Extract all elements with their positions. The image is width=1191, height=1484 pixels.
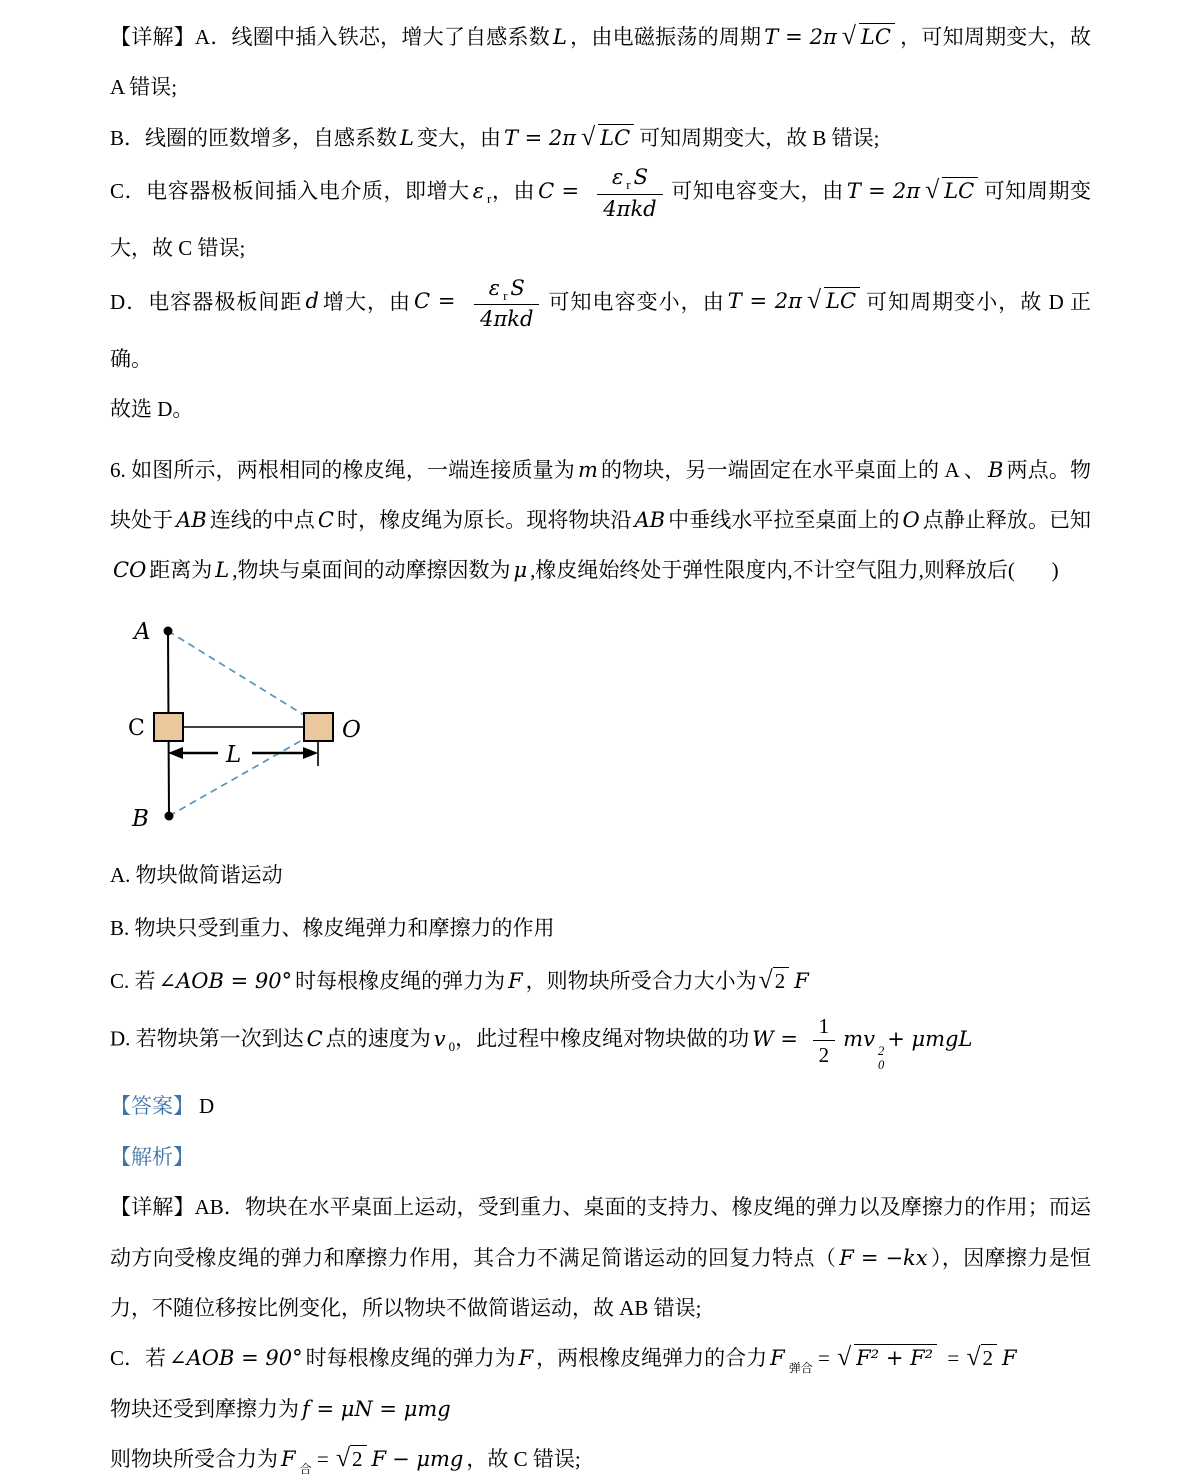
radicand-LC: LC — [942, 177, 978, 205]
text-run: 时，橡皮绳为原长。现将物块沿 — [337, 507, 632, 532]
math-S: S — [633, 165, 648, 190]
q6-detail-ab — [110, 1182, 1091, 1333]
text-run: ，由 — [491, 179, 536, 204]
text-run: ,物块与桌面间的动摩擦因数为 — [232, 558, 511, 583]
text-run: A. 物块做简谐运动 — [110, 862, 283, 887]
math-friction-formula: f = μN = μmg — [302, 1396, 451, 1421]
question-6-option-b — [110, 906, 1091, 950]
text-run: ,橡皮绳始终处于弹性限度内,不计空气阻力,则释放后( ) — [530, 558, 1059, 583]
math-plus-umgl: + μmgL — [887, 1026, 973, 1051]
sqrt-radical — [842, 23, 898, 51]
math-d: d — [305, 289, 319, 314]
math-period-prefix: T = 2π — [503, 125, 577, 150]
sqrt-radical — [336, 1445, 367, 1473]
text-run: ，由电磁振荡的周期 — [569, 25, 762, 49]
block-at-o — [304, 713, 333, 741]
radical-sign: √ — [841, 21, 856, 50]
text-run: 点的速度为 — [325, 1026, 431, 1051]
radical-sign: √ — [758, 964, 773, 994]
sol5-conclusion — [110, 384, 1091, 434]
text-run: 【详解】AB．物块在水平桌面上运动，受到重力、桌面的支持力、橡皮绳的弹力以及摩擦力的作用；而运动方向受橡皮绳的弹力和摩擦力作用，其合力不满足简谐运动的回复力特点（ — [110, 1195, 1091, 1270]
radical-sign: √ — [966, 1342, 981, 1372]
text-run: 连线的中点 — [209, 507, 315, 532]
math-capacitance-prefix: C = — [538, 179, 587, 204]
text-run: 6. 如图所示，两根相同的橡皮绳，一端连接质量为 — [110, 457, 575, 482]
label-point-a: A — [134, 618, 151, 645]
math-C: C — [306, 1026, 323, 1051]
text-run: C．若 — [110, 1346, 167, 1371]
point-a-dot — [164, 626, 173, 635]
text-run: D．电容器极板间距 — [110, 289, 303, 314]
equals-sign: = — [812, 1346, 836, 1371]
question-6-stem — [110, 445, 1091, 596]
supsub-2-0 — [878, 1044, 884, 1073]
radical-sign: √ — [335, 1443, 350, 1473]
text-run: 可知周期变大，故 B 错误; — [639, 125, 880, 150]
fraction-denominator: 4πkd — [474, 304, 539, 333]
radicand-f2-plus-f2: F² + F² — [854, 1344, 937, 1372]
text-run: C. 若 — [110, 968, 156, 993]
math-F: F — [794, 968, 809, 993]
sqrt-radical — [758, 964, 790, 995]
math-B: B — [988, 457, 1004, 482]
answer-value: D — [199, 1094, 215, 1119]
text-run: 则物块所受合力为 — [110, 1447, 278, 1472]
math-AB: AB — [176, 507, 207, 532]
l-arrowhead-right — [303, 747, 318, 759]
math-W-prefix: W = — [752, 1026, 805, 1051]
radicand-2: 2 — [773, 967, 790, 995]
math-F: F — [518, 1346, 534, 1371]
text-run: 点静止释放。已知 — [922, 507, 1092, 532]
label-point-b: B — [132, 805, 149, 832]
answer-label: 【答案】 — [110, 1094, 194, 1119]
math-period-prefix: T = 2π — [846, 179, 921, 204]
fraction-capacitance — [471, 274, 542, 334]
text-run: ），因摩擦力是恒力，不随位移按比例变化，所以物块不做简谐运动，故 AB 错误; — [110, 1245, 1091, 1320]
math-O: O — [902, 507, 920, 532]
radicand-LC: LC — [824, 287, 860, 315]
fraction-one-half — [813, 1012, 836, 1070]
radicand-2: 2 — [350, 1445, 367, 1473]
text-run: 时每根橡皮绳的弹力为 — [305, 1346, 516, 1371]
math-F: F — [508, 968, 523, 993]
math-F-resultant-band: F — [770, 1346, 785, 1371]
radicand-LC: LC — [859, 23, 895, 51]
math-F-net: F — [281, 1447, 296, 1472]
block-at-c — [154, 713, 183, 741]
superscript-2: 2 — [877, 1043, 885, 1058]
math-CO: CO — [113, 558, 147, 583]
subscript-he: 合 — [299, 1462, 312, 1477]
text-run: ，故 C 错误; — [466, 1447, 581, 1472]
equals-sign: = — [942, 1346, 965, 1371]
text-run: 时每根橡皮绳的弹力为 — [295, 968, 506, 993]
math-restoring-force: F = −kx — [839, 1245, 928, 1270]
math-L: L — [400, 125, 414, 150]
point-b-dot — [165, 811, 174, 820]
math-period-prefix: T = 2π — [727, 289, 802, 314]
text-run: B. 物块只受到重力、橡皮绳弹力和摩擦力的作用 — [110, 915, 555, 940]
text-run: 变大，由 — [416, 125, 501, 150]
math-angle-aob: ∠AOB = 90° — [169, 1346, 303, 1371]
text-run: 【详解】A．线圈中插入铁芯，增大了自感系数 — [110, 25, 550, 49]
math-period-prefix: T = 2π — [764, 25, 837, 49]
subscript-r: r — [626, 177, 631, 193]
answer-line — [110, 1081, 1091, 1131]
math-angle-aob: ∠AOB = 90° — [158, 968, 293, 993]
text-run: 两点。物块处于 — [110, 457, 1092, 532]
text-run: 可知周期变小，故 D 正确。 — [110, 289, 1092, 371]
label-point-c: C — [128, 715, 145, 741]
text-run: 物块还受到摩擦力为 — [110, 1396, 299, 1421]
q6-detail-net-force — [110, 1434, 1091, 1484]
sol5-detail-d — [110, 274, 1091, 384]
text-run: ，此过程中橡皮绳对物块做的功 — [455, 1026, 750, 1051]
equals-sign: = — [311, 1447, 334, 1472]
math-C: C — [317, 507, 334, 532]
radical-sign: √ — [837, 1342, 852, 1372]
fraction-denominator: 2 — [813, 1040, 836, 1069]
radical-sign: √ — [581, 121, 596, 151]
math-L: L — [553, 25, 567, 49]
text-run: 可知电容变小，由 — [547, 289, 725, 314]
radical-sign: √ — [925, 175, 940, 205]
question-6-diagram — [116, 606, 1091, 844]
fraction-numerator: 1 — [818, 1013, 830, 1038]
text-run: 增大，由 — [321, 289, 412, 314]
subscript-0: 0 — [448, 1038, 456, 1054]
label-distance-l: L — [226, 741, 242, 768]
text-run: 故选 D。 — [110, 397, 194, 422]
fraction-capacitance — [594, 163, 665, 223]
math-mv: mv — [843, 1026, 875, 1051]
math-v: v — [433, 1026, 446, 1051]
question-6-option-c — [110, 959, 1091, 1003]
label-point-o: O — [342, 716, 361, 743]
subscript-r: r — [487, 191, 492, 207]
math-L: L — [215, 558, 230, 583]
subscript-r: r — [503, 287, 508, 303]
fraction-numerator — [480, 274, 534, 305]
question-6-option-d — [110, 1012, 1091, 1072]
math-AB: AB — [634, 507, 666, 532]
sqrt-radical — [837, 1344, 940, 1372]
rubber-band-a-dashed — [168, 631, 304, 715]
sqrt-radical — [925, 177, 981, 205]
math-epsilon: ε — [488, 275, 501, 300]
math-capacitance-prefix: C = — [414, 289, 464, 314]
math-epsilon: ε — [472, 179, 485, 204]
math-epsilon: ε — [611, 165, 624, 190]
text-run: C．电容器极板间插入电介质，即增大 — [110, 179, 470, 204]
sqrt-radical — [581, 121, 637, 152]
fraction-denominator: 4πkd — [597, 194, 662, 223]
text-run: ，可知周期变大，故 A 错误; — [110, 25, 1091, 100]
text-run: D. 若物块第一次到达 — [110, 1026, 304, 1051]
text-run: 中垂线水平拉至桌面上的 — [668, 507, 900, 532]
sol5-detail-a — [110, 12, 1091, 113]
q6-detail-c — [110, 1333, 1091, 1383]
subscript-0: 0 — [877, 1057, 885, 1072]
text-run: 距离为 — [149, 558, 213, 583]
text-run: B．线圈的匝数增多，自感系数 — [110, 125, 398, 150]
text-run: ，则物块所受合力大小为 — [525, 968, 757, 993]
sol5-detail-c — [110, 163, 1091, 273]
text-run: 的物块，另一端固定在水平桌面上的 A 、 — [600, 457, 986, 482]
sqrt-radical — [966, 1344, 997, 1372]
text-run: ，两根橡皮绳弹力的合力 — [536, 1346, 768, 1371]
question-6-option-a — [110, 853, 1091, 897]
sol5-detail-b — [110, 113, 1091, 163]
radical-sign: √ — [806, 285, 821, 315]
radicand-2: 2 — [981, 1344, 998, 1372]
l-arrowhead-left — [168, 747, 183, 759]
subscript-tanhe: 弹合 — [788, 1361, 813, 1376]
math-mu: μ — [513, 558, 528, 583]
math-S: S — [510, 275, 525, 300]
text-run: 可知周期变大，故 C 错误; — [110, 179, 1092, 261]
math-F: F — [371, 1447, 387, 1472]
analysis-label: 【解析】 — [110, 1144, 194, 1169]
sqrt-radical — [807, 287, 863, 315]
math-m: m — [577, 457, 598, 482]
fraction-numerator — [603, 163, 657, 194]
analysis-line — [110, 1132, 1091, 1182]
math-F: F — [1002, 1346, 1017, 1371]
text-run: 可知电容变大，由 — [670, 179, 844, 204]
radicand-LC: LC — [598, 124, 634, 152]
math-minus-umg: − μmg — [392, 1447, 464, 1472]
